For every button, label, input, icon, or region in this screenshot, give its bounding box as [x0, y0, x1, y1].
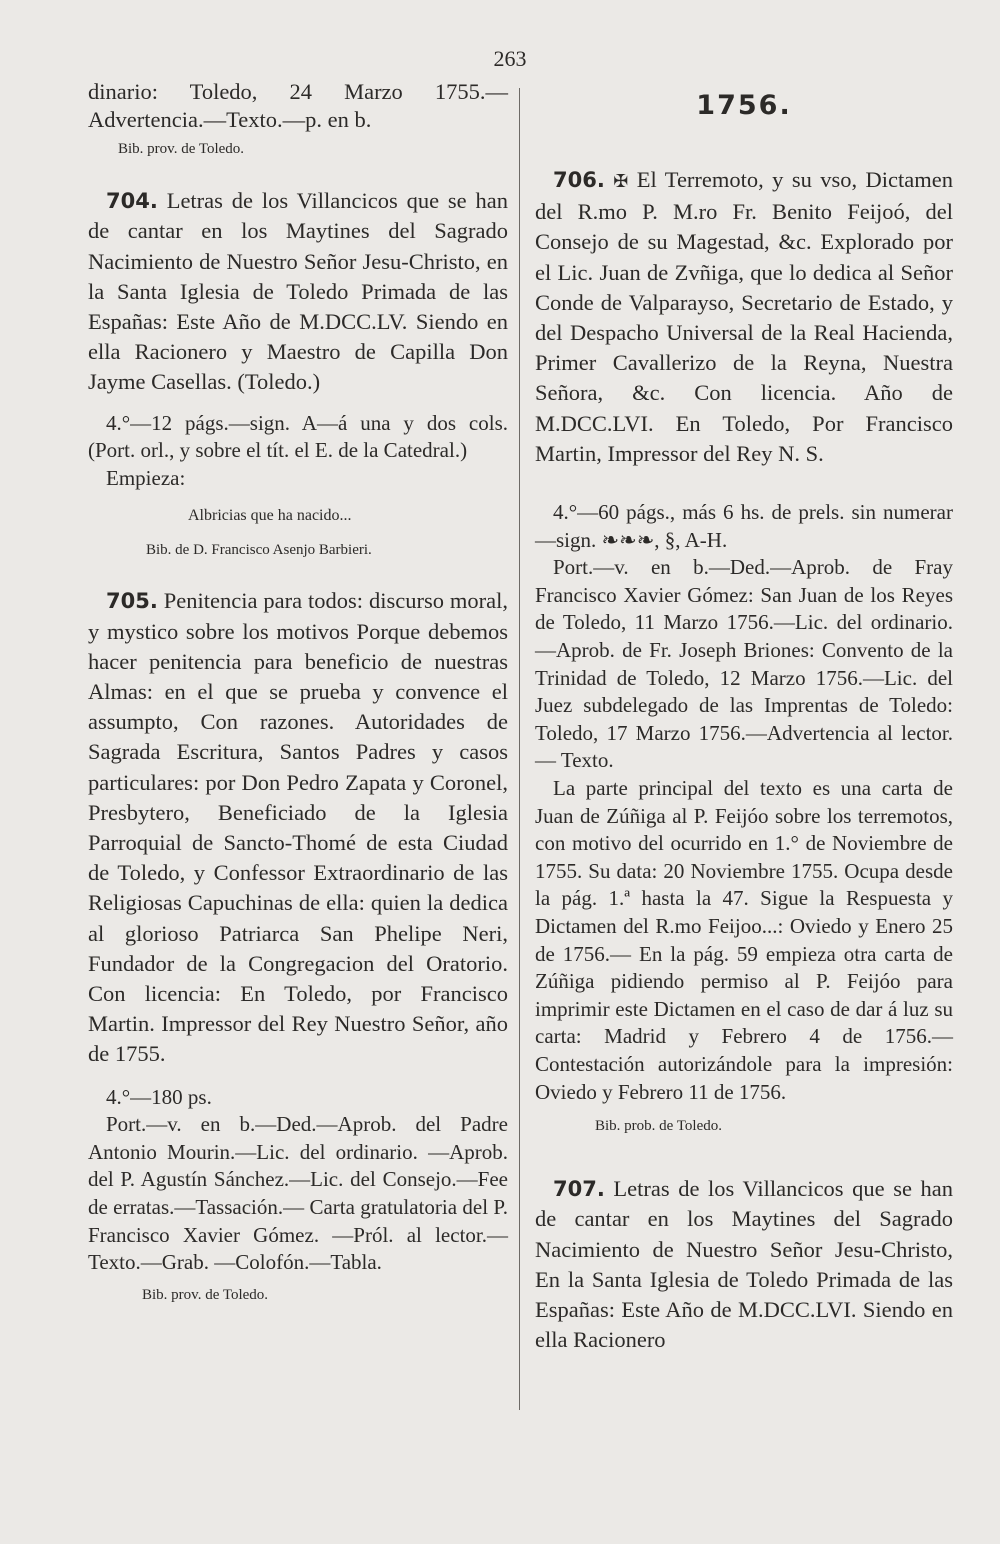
entry-704-description: 4.°—12 págs.—sign. A—á una y dos cols. (Port. orl., y sobre el tít. el E. de la Catedral.) — [88, 410, 508, 463]
continued-entry-text: dinario: Toledo, 24 Marzo 1755.—Advertencia.—Texto.—p. en b. — [88, 79, 508, 132]
entry-704-source: Bib. de D. Francisco Asenjo Barbieri. — [146, 542, 372, 559]
left-column — [88, 78, 508, 1305]
entry-705 — [88, 586, 508, 1304]
entry-706 — [535, 165, 953, 1136]
entry-704-number: 704. — [106, 189, 158, 214]
entry-706-collation: 4.°—60 págs., más 6 hs. de prels. sin numerar—sign. ❧❧❧, §, A-H. — [535, 500, 953, 552]
continued-entry-source: Bib. prov. de Toledo. — [118, 141, 245, 158]
entry-704-empieza: Empieza: — [106, 465, 186, 490]
entry-707-number: 707. — [553, 1177, 605, 1202]
entry-707-title: Letras de los Villancicos que se han de cantar en los Maytines del Sagrado Nacimiento de Nuestro Señor Jesu-Christo, En la Santa Iglesia de Toledo Primada de las Españas: Este Año de M.DCC.LVI. Siendo en ella Racionero — [535, 1176, 954, 1353]
entry-704-incipit: Albricias que ha nacido... — [188, 507, 352, 525]
column-divider — [519, 88, 520, 1410]
entry-707-title-paragraph — [535, 1174, 953, 1355]
entry-706-number: 706. — [553, 168, 605, 192]
entry-706-note: La parte principal del texto es una carta de Juan de Zúñiga al P. Feijóo sobre los terremotos, con motivo del ocurrido en 1.° de Noviembre de 1755. Su data: 20 Noviembre 1755. Ocupa desde la pág. 1.ª hasta la 47. Sigue la Respuesta y Dictamen del R.mo Feijoo...: Oviedo y Enero 25 de 1756.— En la pág. 59 empieza otra carta de Zúñiga pidiendo permiso al P. Feijóo para imprimir este Dictamen en el caso de dar á luz su carta: Madrid y Febrero 4 de 1756.— Contestación autorizándole para la impresión: Oviedo y Febrero 11 de 1756. — [535, 775, 953, 1104]
right-column — [535, 78, 953, 1355]
entry-705-number: 705. — [106, 589, 158, 614]
entry-704-title-paragraph — [88, 186, 508, 397]
entry-707 — [535, 1174, 953, 1355]
entry-705-contents: Port.—v. en b.—Ded.—Aprob. del Padre Antonio Mourin.—Lic. del ordinario. —Aprob. del P. Agustín Sánchez.—Lic. del Consejo.—Fee de erratas.—Tassación.— Carta gratulatoria del P. Francisco Xavier Gómez. —Pról. al lector.—Texto.—Grab. —Colofón.—Tabla. — [88, 1112, 508, 1275]
page-number: 263 — [493, 46, 527, 71]
entry-704-title: Letras de los Villancicos que se han de cantar en los Maytines del Sagrado Nacimiento de Nuestro Señor Jesu-Christo, en la Santa Iglesia de Toledo Primada de las Españas: Este Año de M.DCC.LV. Siendo en ella Racionero y Maestro de Capilla Don Jayme Casellas. (Toledo.) — [88, 188, 509, 395]
entry-705-title: Penitencia para todos: discurso moral, y mystico sobre los motivos Porque debemos hacer penitencia para beneficio de nuestras Almas: en el que se prueba y convence el assumpto, Con razones. Autoridades de Sagrada Escritura, Santos Padres y casos particulares: por Don Pedro Zapata y Coronel, Presbytero, Beneficiado de la Iglesia Parroquial de Sancto-Thomé de esta Ciudad de Toledo, y Confessor Extraordinario de las Religiosas Capuchinas de ella: quien la dedica al glorioso Patriarca San Phelipe Neri, Fundador de la Congregacion del Oratorio. Con licencia: En Toledo, por Francisco Martin. Impressor del Rey Nuestro Señor, año de 1755. — [88, 588, 509, 1067]
entry-706-source: Bib. prob. de Toledo. — [595, 1118, 722, 1135]
cross-icon: ✠ — [613, 171, 629, 192]
entry-705-collation: 4.°—180 ps. — [106, 1084, 212, 1109]
entry-705-title-paragraph — [88, 586, 508, 1069]
entry-706-title: El Terremoto, y su vso, Dictamen del R.mo P. M.ro Fr. Benito Feijoó, del Consejo de su Magestad, &c. Explorado por el Lic. Juan de Zvñiga, que lo dedica al Señor Conde de Valparayso, Secretario de Estado, y del Despacho Universal de la Real Hacienda, Primer Cavallerizo de la Reyna, Nuestra Señora, &c. Con licencia. Año de M.DCC.LVI. En Toledo, Por Francisco Martin, Impressor del Rey N. S. — [535, 167, 954, 466]
entry-706-contents: Port.—v. en b.—Ded.—Aprob. de Fray Francisco Xavier Gómez: San Juan de los Reyes de Toledo, 11 Marzo 1756.—Lic. del ordinario.—Aprob. de Fr. Joseph Briones: Convento de la Trinidad de Toledo, 12 Marzo 1756.—Lic. del Juez subdelegado de las Imprentas de Toledo: Toledo, 17 Marzo 1756.—Advertencia al lector.— Texto. — [535, 555, 953, 773]
year-heading: 1756. — [696, 90, 792, 121]
entry-704 — [88, 186, 508, 560]
entry-706-title-paragraph — [535, 165, 953, 469]
entry-705-source: Bib. prov. de Toledo. — [142, 1286, 269, 1303]
